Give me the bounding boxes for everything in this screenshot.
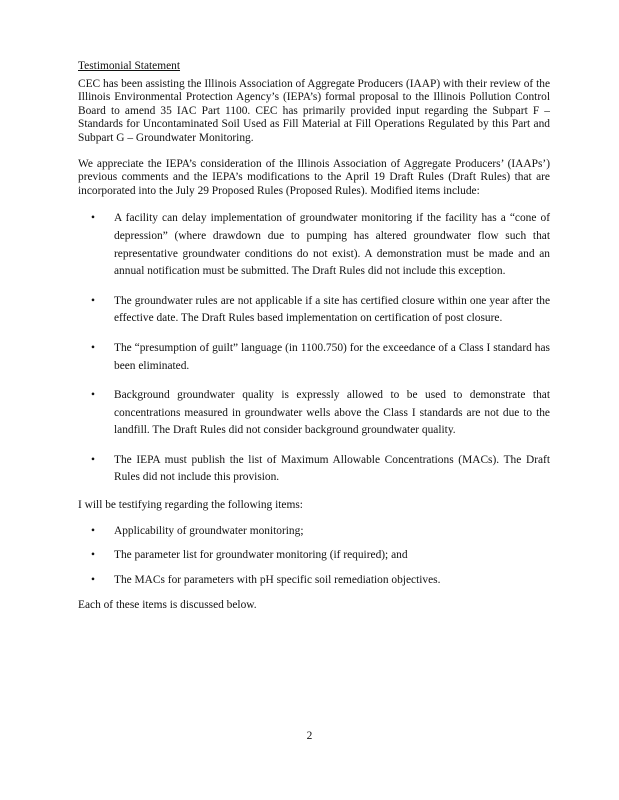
bullet-icon: • xyxy=(91,524,95,537)
testimony-intro-paragraph: I will be testifying regarding the following items: xyxy=(78,499,303,512)
list-item-text: The “presumption of guilt” language (in 1100.750) for the exceedance of a Class I standard has been eliminated. xyxy=(114,341,550,372)
list-item-text: The groundwater rules are not applicable if a site has certified closure within one year after the effective date. The Draft Rules based implementation on certification of post closure. xyxy=(114,294,550,325)
bullet-icon: • xyxy=(91,341,95,354)
document-body xyxy=(78,60,550,625)
bullet-icon: • xyxy=(91,573,95,586)
bullet-icon: • xyxy=(91,294,95,307)
bullet-icon: • xyxy=(91,549,95,562)
list-item-text: A facility can delay implementation of groundwater monitoring if the facility has a “cone of depression” (where drawdown due to pumping has altered groundwater flow such that representative groundwater conditions do not exist). A demonstration must be made and an annual notification must be submitted. The Draft Rules did not include this exception. xyxy=(114,212,550,278)
list-item xyxy=(78,293,550,328)
bullet-icon: • xyxy=(91,212,95,225)
list-item-text: The parameter list for groundwater monitoring (if required); and xyxy=(114,549,408,562)
list-item xyxy=(78,574,550,588)
list-item-text: Background groundwater quality is expressly allowed to be used to demonstrate that concentrations measured in groundwater wells above the Class I standards are not due to the landfill. The Draft Rules did not consider background groundwater quality. xyxy=(114,389,550,437)
list-item-text: The MACs for parameters with pH specific soil remediation objectives. xyxy=(114,573,441,586)
list-item xyxy=(78,340,550,375)
list-item xyxy=(78,549,550,563)
closing-paragraph: Each of these items is discussed below. xyxy=(78,599,257,612)
list-item-text: The IEPA must publish the list of Maximum Allowable Concentrations (MACs). The Draft Rules did not include this provision. xyxy=(114,453,550,484)
modifications-paragraph: We appreciate the IEPA’s consideration of the Illinois Association of Aggregate Producers’ (IAAPs’) previous comments and the IEPA’s modifications to the April 19 Draft Rules (Draft Rules) that are incorporated into the July 29 Proposed Rules (Proposed Rules). Modified items include: xyxy=(78,157,550,197)
section-heading: Testimonial Statement xyxy=(78,60,181,72)
testimony-items-list xyxy=(78,525,550,588)
list-item xyxy=(78,387,550,440)
list-item xyxy=(78,525,550,539)
modified-items-list xyxy=(78,210,550,487)
bullet-icon: • xyxy=(91,453,95,466)
list-item-text: Applicability of groundwater monitoring; xyxy=(114,524,304,537)
list-item xyxy=(78,452,550,487)
page-number: 2 xyxy=(306,730,313,742)
intro-paragraph: CEC has been assisting the Illinois Association of Aggregate Producers (IAAP) with their review of the Illinois Environmental Protection Agency’s (IEPA’s) formal proposal to the Illinois Pollution Control Board to amend 35 IAC Part 1100. CEC has primarily provided input regarding the Subpart F – Standards for Uncontaminated Soil Used as Fill Material at Fill Operations Regulated by this Part and Subpart G – Groundwater Monitoring. xyxy=(78,77,550,144)
bullet-icon: • xyxy=(91,389,95,402)
list-item xyxy=(78,210,550,280)
